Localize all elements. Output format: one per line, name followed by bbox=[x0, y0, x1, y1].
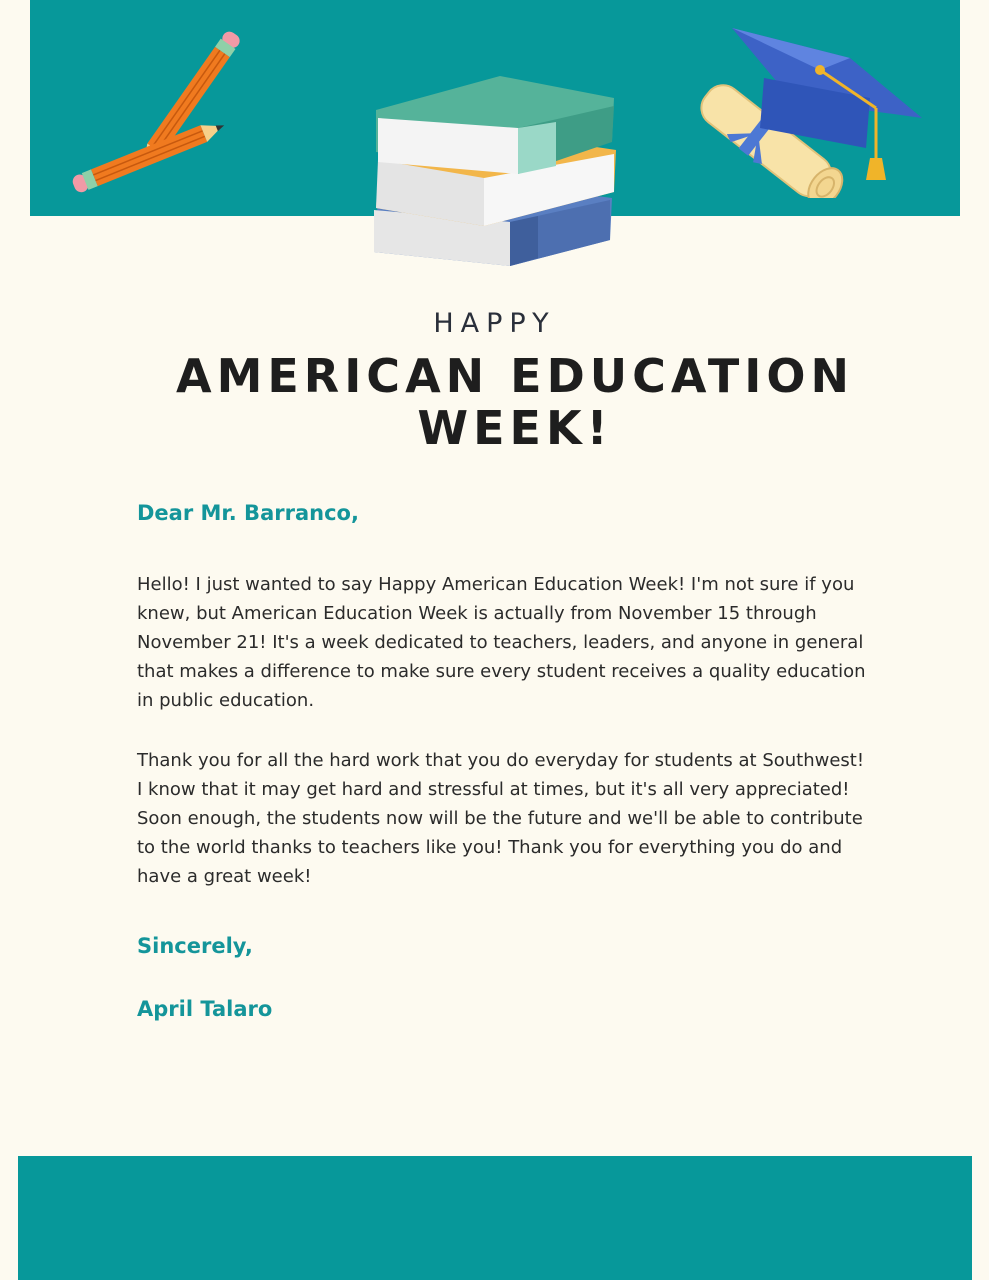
letter-paragraph-2: Thank you for all the hard work that you do everyday for students at Southwest! I know that it may get hard and stressful at times, but it's all very appreciated! Soon enough, the students now will be the future and we'll be able to contribute to the world thanks to teachers like you! Thank you for everything you do and have a great week! bbox=[137, 750, 865, 887]
heading-happy: HAPPY bbox=[433, 308, 556, 339]
pencils-icon bbox=[60, 20, 250, 200]
letter-closing: Sincerely, bbox=[137, 934, 253, 958]
graduation-cap-diploma-icon bbox=[700, 18, 930, 198]
letter-signature: April Talaro bbox=[137, 997, 273, 1021]
letter-greeting: Dear Mr. Barranco, bbox=[137, 501, 359, 525]
book-stack-icon bbox=[360, 70, 630, 280]
bottom-banner bbox=[18, 1156, 972, 1280]
page-title: AMERICAN EDUCATION WEEK! bbox=[175, 349, 855, 455]
letter-paragraph-1: Hello! I just wanted to say Happy American Education Week! I'm not sure if you knew, but American Education Week is actually from November 15 through November 21! It's a week dedicated to teachers, leaders, and anyone in general that makes a difference to make sure every student receives a quality education in public education. bbox=[137, 574, 866, 711]
